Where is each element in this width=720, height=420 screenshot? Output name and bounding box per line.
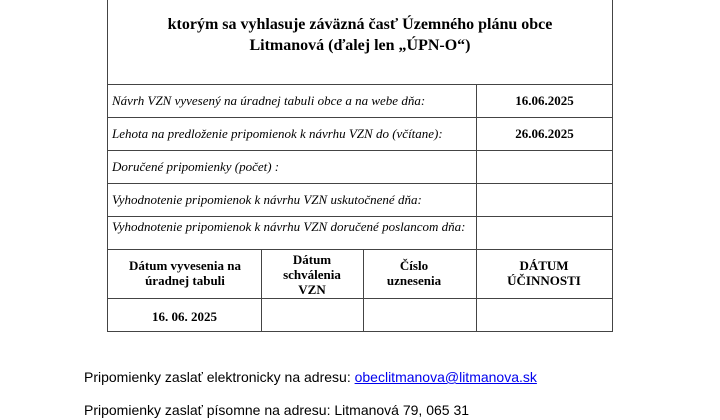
footer-email-prefix: Pripomienky zaslať elektronicky na adresu: [84,369,355,385]
row-divider [107,150,613,151]
row-value-deadline: 26.06.2025 [515,126,574,141]
row-divider [107,331,613,332]
row-divider [107,216,613,217]
email-link[interactable]: obeclitmanova@litmanova.sk [354,369,537,385]
row-divider [107,249,613,250]
footer-address: Litmanová 79, 065 31 [334,402,470,418]
title-line-1: ktorým sa vyhlasuje záväzná časť Územného plánu obce [167,16,553,33]
row-label-deadline: Lehota na predloženie pripomienok k návrhu VZN do (včítane): [112,126,443,141]
row-divider [107,117,613,118]
col-divider [261,249,262,332]
row-label-evaluation-date: Vyhodnotenie pripomienok k návrhu VZN uskutočnené dňa: [112,192,422,207]
header-approved-date: Dátum schválenia VZN [283,252,341,297]
row-divider [107,298,613,299]
footer-email-line [84,369,537,386]
row-divider [107,84,613,85]
col-divider [476,216,477,332]
row-label-comments-count: Doručené pripomienky (počet) : [112,159,280,174]
row-label-posted: Návrh VZN vyvesený na úradnej tabuli obce a na webe dňa: [112,93,426,108]
row-label-evaluation-delivered: Vyhodnotenie pripomienok k návrhu VZN doručené poslancom dňa: [112,219,466,234]
header-resolution-number: Číslo uznesenia [386,258,442,288]
value-posted-date: 16. 06. 2025 [152,309,217,324]
col-divider [363,249,364,332]
footer-address-line [84,402,469,419]
document-title [108,14,612,56]
header-effective-date: DÁTUM ÚČINNOSTI [507,258,581,288]
footer-address-prefix: Pripomienky zaslať písomne na adresu: [84,402,335,418]
title-line-2: Litmanová (ďalej len „ÚPN-O“) [249,37,471,54]
header-posted-date: Dátum vyvesenia na úradnej tabuli [129,258,241,288]
table-border-right [612,0,613,332]
row-divider [107,183,613,184]
row-value-posted: 16.06.2025 [515,93,574,108]
